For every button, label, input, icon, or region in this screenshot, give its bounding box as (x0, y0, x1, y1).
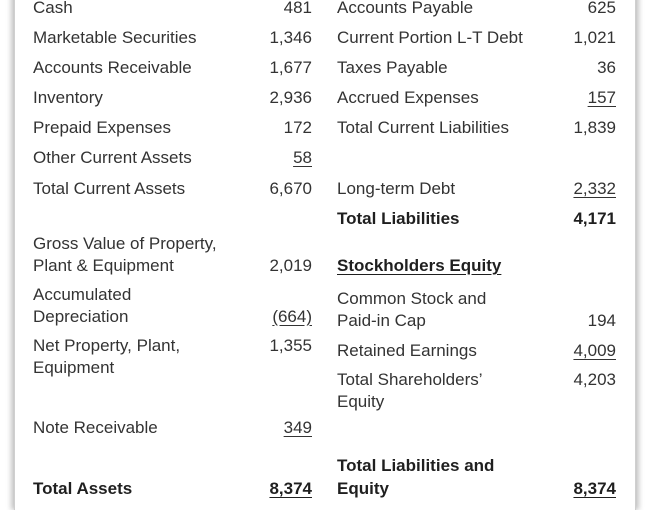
net-ppe-value: 1,355 (269, 336, 312, 355)
total-liabilities-label: Total Liabilities (337, 209, 460, 228)
accrued-expenses-label: Accrued Expenses (337, 88, 479, 107)
total-current-liabilities-label: Total Current Liabilities (337, 118, 509, 137)
other-current-assets-label: Other Current Assets (33, 148, 192, 167)
other-current-assets-value: 58 (293, 148, 312, 167)
marketable-securities-label: Marketable Securities (33, 28, 197, 47)
net-ppe-label-line1: Net Property, Plant, (33, 336, 181, 355)
accumulated-depreciation-label-line2: Depreciation (33, 307, 129, 326)
total-current-assets-value: 6,670 (269, 179, 312, 198)
total-assets-value: 8,374 (269, 479, 312, 498)
retained-earnings-value: 4,009 (573, 341, 616, 360)
common-stock-label-line2: Paid-in Cap (337, 311, 426, 330)
taxes-payable-label: Taxes Payable (337, 58, 448, 77)
total-liabilities-equity-label-line1: Total Liabilities and (337, 456, 495, 475)
note-receivable-label: Note Receivable (33, 418, 158, 437)
accounts-receivable-label: Accounts Receivable (33, 58, 192, 77)
retained-earnings-label: Retained Earnings (337, 341, 477, 360)
prepaid-expenses-value: 172 (283, 118, 312, 137)
total-current-liabilities-value: 1,839 (573, 118, 616, 137)
common-stock-label-line1: Common Stock and (337, 289, 487, 308)
marketable-securities-value: 1,346 (269, 28, 312, 47)
current-portion-ltd-label: Current Portion L-T Debt (337, 28, 523, 47)
accounts-payable-label: Accounts Payable (337, 0, 474, 17)
gross-ppe-value: 2,019 (269, 256, 312, 275)
current-portion-ltd-value: 1,021 (573, 28, 616, 47)
accumulated-depreciation-value: (664) (272, 307, 312, 326)
total-liabilities-equity-value: 8,374 (573, 479, 616, 498)
net-ppe-label-line2: Equipment (33, 358, 115, 377)
total-equity-value: 4,203 (573, 370, 616, 389)
cash-value: 481 (283, 0, 312, 17)
gross-ppe-label-line2: Plant & Equipment (33, 256, 174, 275)
total-liabilities-equity-label-line2: Equity (337, 479, 389, 498)
accounts-receivable-value: 1,677 (269, 58, 312, 77)
gross-ppe-label-line1: Gross Value of Property, (33, 234, 217, 253)
common-stock-value: 194 (587, 311, 616, 330)
accumulated-depreciation-label-line1: Accumulated (33, 285, 132, 304)
long-term-debt-label: Long-term Debt (337, 179, 456, 198)
accrued-expenses-value: 157 (587, 88, 616, 107)
prepaid-expenses-label: Prepaid Expenses (33, 118, 171, 137)
total-assets-label: Total Assets (33, 479, 133, 498)
total-equity-label-line2: Equity (337, 392, 385, 411)
total-liabilities-value: 4,171 (573, 209, 616, 228)
total-equity-label-line1: Total Shareholders’ (337, 370, 483, 389)
inventory-value: 2,936 (269, 88, 312, 107)
total-current-assets-label: Total Current Assets (33, 179, 186, 198)
stockholders-equity-heading: Stockholders Equity (337, 256, 502, 275)
inventory-label: Inventory (33, 88, 103, 107)
accounts-payable-value: 625 (587, 0, 616, 17)
note-receivable-value: 349 (283, 418, 312, 437)
cash-label: Cash (33, 0, 73, 17)
long-term-debt-value: 2,332 (573, 179, 616, 198)
taxes-payable-value: 36 (597, 58, 616, 77)
